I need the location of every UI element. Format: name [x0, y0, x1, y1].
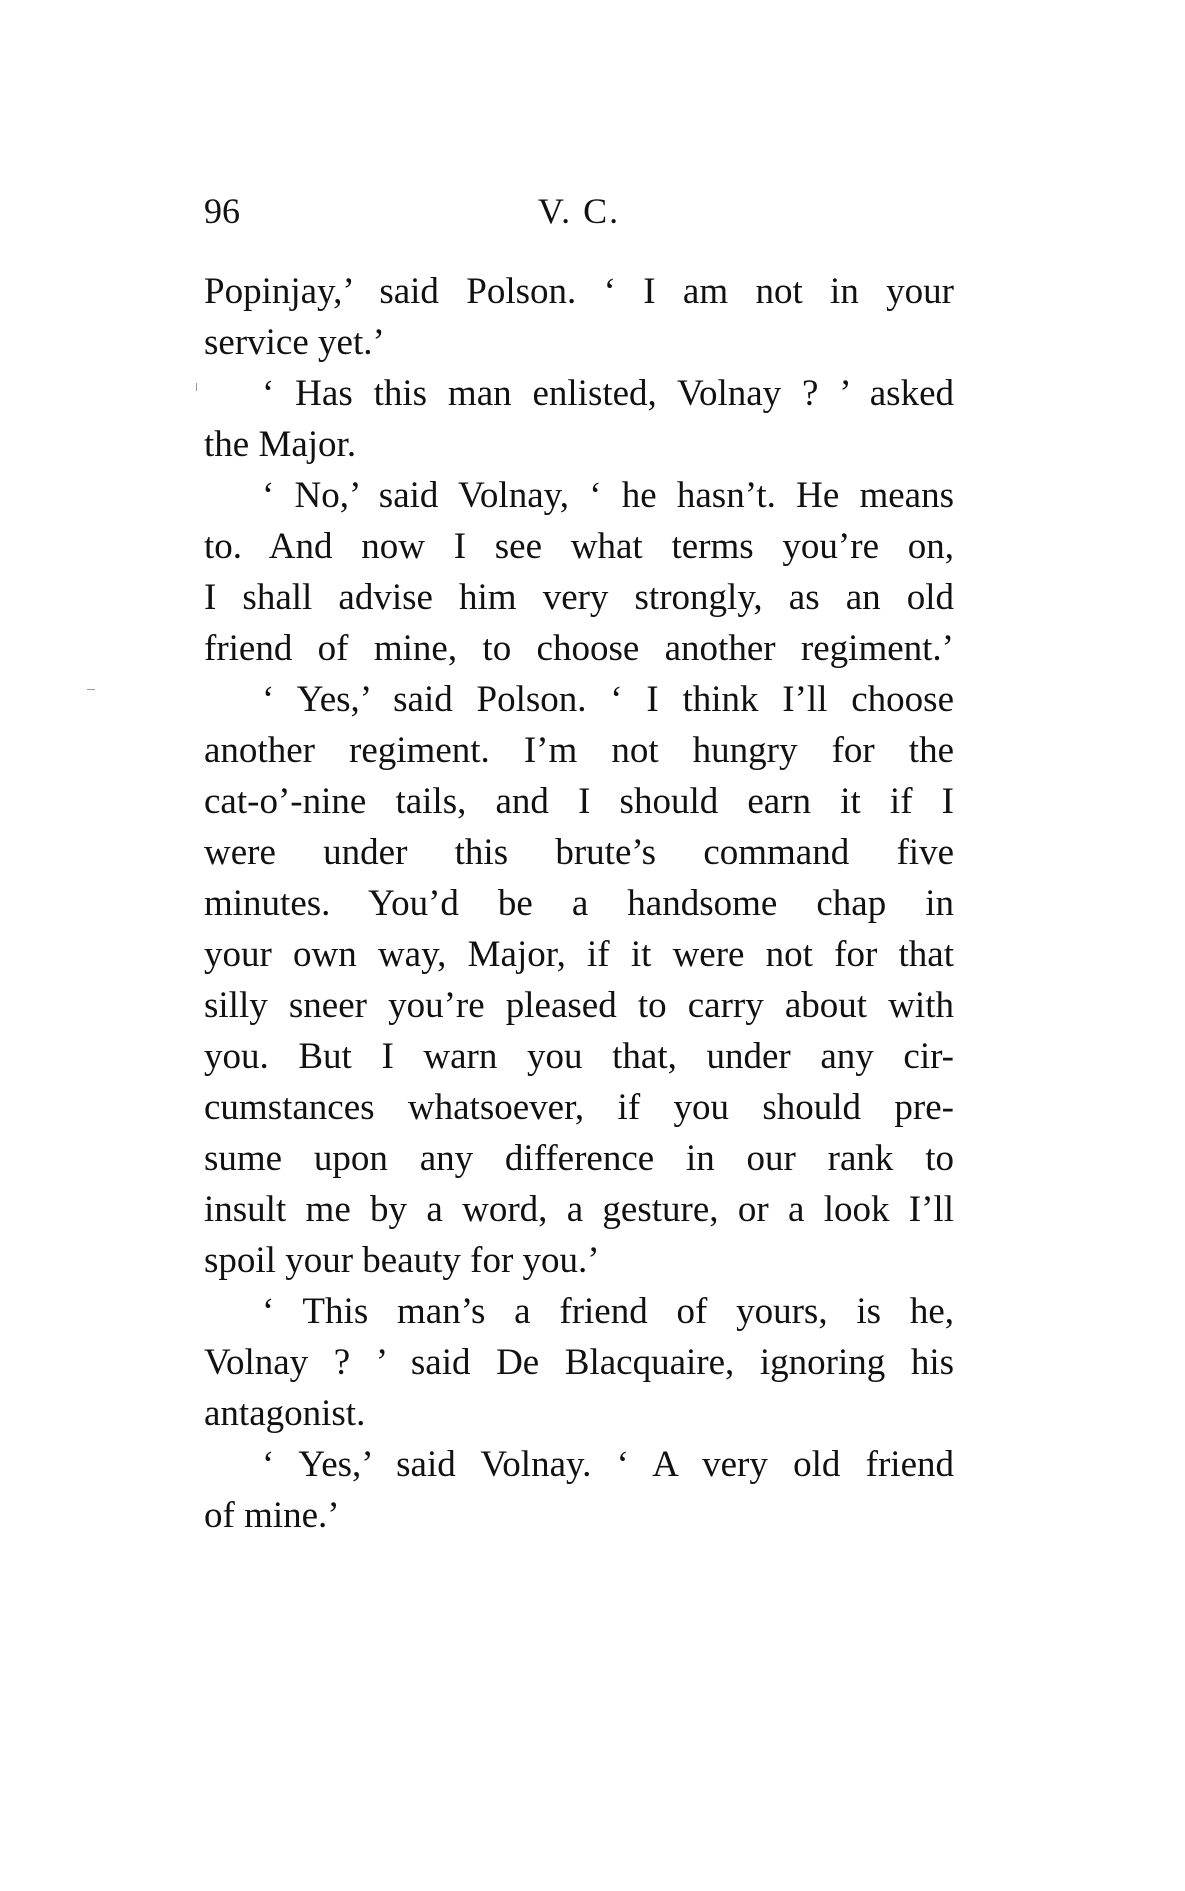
text-line: spoil your beauty for you.’	[204, 1240, 600, 1281]
text-line: cumstances whatsoever, if you should pre-	[204, 1087, 954, 1128]
margin-mark	[87, 689, 95, 690]
margin-mark	[196, 383, 197, 391]
running-title: V. C.	[537, 191, 621, 231]
body-text	[204, 266, 954, 1541]
text-line: ‘ Yes,’ said Polson. ‘ I think I’ll choose	[262, 679, 954, 720]
text-line: ‘ Yes,’ said Volnay. ‘ A very old friend	[262, 1444, 954, 1485]
text-line: were under this brute’s command five	[204, 832, 954, 873]
text-line: sume upon any difference in our rank to	[204, 1138, 954, 1179]
text-line: friend of mine, to choose another regiment.’	[204, 628, 954, 669]
text-line: Volnay ? ’ said De Blacquaire, ignoring his	[204, 1342, 954, 1383]
running-head	[204, 186, 954, 236]
text-line: you. But I warn you that, under any cir-	[204, 1036, 954, 1077]
text-line: cat-o’-nine tails, and I should earn it if I	[204, 781, 954, 822]
text-line: antagonist.	[204, 1393, 366, 1434]
text-line: ‘ This man’s a friend of yours, is he,	[262, 1291, 954, 1332]
text-line: insult me by a word, a gesture, or a look I’ll	[204, 1189, 954, 1230]
text-line: the Major.	[204, 424, 357, 465]
text-line: of mine.’	[204, 1495, 340, 1536]
text-line: another regiment. I’m not hungry for the	[204, 730, 954, 771]
text-line: Popinjay,’ said Polson. ‘ I am not in your	[204, 271, 954, 312]
page-number: 96	[204, 191, 240, 231]
text-line: your own way, Major, if it were not for that	[204, 934, 954, 975]
text-line: silly sneer you’re pleased to carry about with	[204, 985, 954, 1026]
text-line: ‘ Has this man enlisted, Volnay ? ’ asked	[262, 373, 954, 414]
text-line: ‘ No,’ said Volnay, ‘ he hasn’t. He means	[262, 475, 954, 516]
text-line: I shall advise him very strongly, as an old	[204, 577, 954, 618]
text-line: to. And now I see what terms you’re on,	[204, 526, 954, 567]
text-line: minutes. You’d be a handsome chap in	[204, 883, 954, 924]
text-line: service yet.’	[204, 322, 385, 363]
